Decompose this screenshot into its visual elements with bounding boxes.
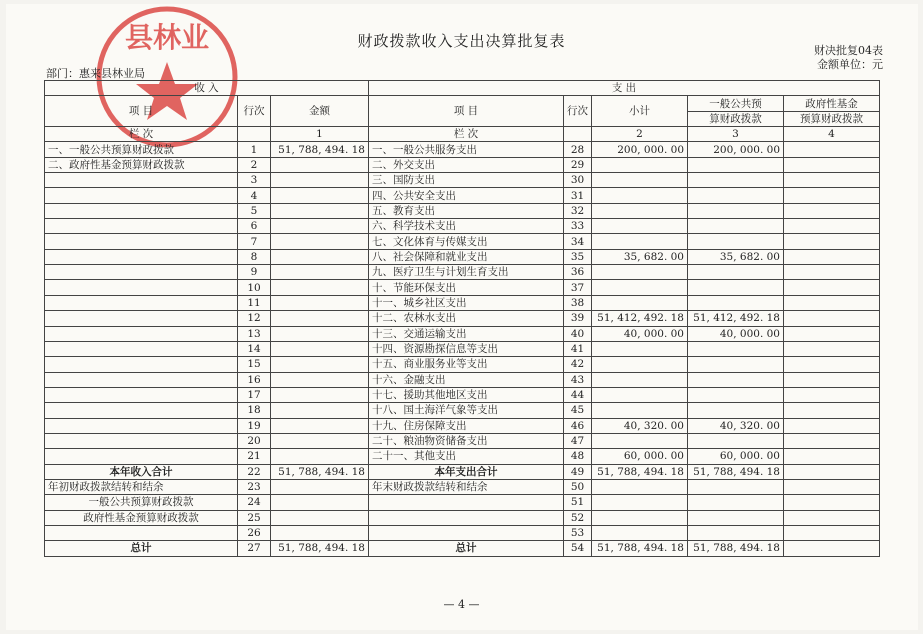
income-item-header: 项 目	[45, 96, 238, 127]
income-amount	[271, 173, 369, 188]
income-item	[45, 280, 238, 295]
table-row	[45, 188, 880, 203]
expense-line-number: 29	[564, 157, 592, 172]
government-fund-amount	[784, 525, 880, 540]
expense-subtotal	[592, 234, 688, 249]
expense-line-number: 36	[564, 265, 592, 280]
table-row	[45, 372, 880, 387]
income-amount	[271, 188, 369, 203]
income-line-number: 12	[238, 311, 271, 326]
income-amount	[271, 479, 369, 494]
page-title: 财政拨款收入支出决算批复表	[357, 32, 566, 50]
government-fund-amount	[784, 203, 880, 218]
expense-item: 五、教育支出	[369, 203, 564, 218]
expense-item: 十七、援助其他地区支出	[369, 387, 564, 402]
government-fund-amount	[784, 464, 880, 479]
income-line-number: 21	[238, 449, 271, 464]
government-fund-amount	[784, 234, 880, 249]
expense-subtotal	[592, 372, 688, 387]
expense-item: 十三、交通运输支出	[369, 326, 564, 341]
general-budget-amount	[688, 280, 784, 295]
government-fund-amount	[784, 479, 880, 494]
expense-line-number: 31	[564, 188, 592, 203]
general-budget-amount: 60, 000. 00	[688, 449, 784, 464]
income-item	[45, 418, 238, 433]
expense-line-number: 53	[564, 525, 592, 540]
expense-subtotal: 40, 320. 00	[592, 418, 688, 433]
income-item	[45, 188, 238, 203]
income-line-number: 3	[238, 173, 271, 188]
income-line-number: 15	[238, 357, 271, 372]
income-line-number: 13	[238, 326, 271, 341]
government-fund-amount	[784, 249, 880, 264]
government-fund-amount	[784, 403, 880, 418]
expense-line-number: 37	[564, 280, 592, 295]
expense-item: 十二、农林水支出	[369, 311, 564, 326]
column-blank	[238, 127, 271, 142]
income-line-number: 6	[238, 219, 271, 234]
income-line-number: 2	[238, 157, 271, 172]
expense-item	[369, 495, 564, 510]
expense-item: 本年支出合计	[369, 464, 564, 479]
column-number-4: 4	[784, 127, 880, 142]
expense-item: 十八、国土海洋气象等支出	[369, 403, 564, 418]
expense-line-number: 43	[564, 372, 592, 387]
table-row	[45, 525, 880, 540]
expense-line-number: 44	[564, 387, 592, 402]
table-row	[45, 249, 880, 264]
expense-subtotal	[592, 265, 688, 280]
government-fund-amount	[784, 372, 880, 387]
income-line-number: 18	[238, 403, 271, 418]
expense-line-number: 38	[564, 295, 592, 310]
table-row	[45, 495, 880, 510]
expense-item: 二、外交支出	[369, 157, 564, 172]
government-fund-amount	[784, 219, 880, 234]
table-row	[45, 464, 880, 479]
income-item: 政府性基金预算财政拨款	[45, 510, 238, 525]
general-budget-amount	[688, 510, 784, 525]
income-line-number: 10	[238, 280, 271, 295]
income-line-header: 行次	[238, 96, 271, 127]
income-amount	[271, 418, 369, 433]
expense-subtotal	[592, 433, 688, 448]
income-item	[45, 295, 238, 310]
expense-item: 七、文化体育与传媒支出	[369, 234, 564, 249]
income-amount	[271, 203, 369, 218]
income-amount	[271, 234, 369, 249]
expense-subtotal: 35, 682. 00	[592, 249, 688, 264]
income-amount	[271, 265, 369, 280]
income-item	[45, 403, 238, 418]
income-amount	[271, 403, 369, 418]
expense-subtotal: 51, 788, 494. 18	[592, 464, 688, 479]
expense-subtotal	[592, 188, 688, 203]
general-budget-amount	[688, 295, 784, 310]
expense-subtotal: 40, 000. 00	[592, 326, 688, 341]
expense-subtotal	[592, 341, 688, 356]
income-item	[45, 387, 238, 402]
income-item	[45, 341, 238, 356]
income-amount	[271, 280, 369, 295]
table-row	[45, 157, 880, 172]
page-number: — 4 —	[443, 598, 480, 611]
expense-subtotal	[592, 495, 688, 510]
income-item: 一般公共预算财政拨款	[45, 495, 238, 510]
income-amount	[271, 495, 369, 510]
expense-line-number: 50	[564, 479, 592, 494]
government-fund-amount	[784, 173, 880, 188]
svg-text:县林业: 县林业	[124, 21, 210, 54]
general-header-1: 一般公共预	[688, 96, 784, 111]
table-row	[45, 433, 880, 448]
income-header: 收 入	[45, 81, 369, 96]
column-number-1: 1	[271, 127, 369, 142]
expense-item: 九、医疗卫生与计划生育支出	[369, 265, 564, 280]
table-row	[45, 280, 880, 295]
expense-header: 支 出	[369, 81, 880, 96]
expense-item-header: 项 目	[369, 96, 564, 127]
income-amount	[271, 219, 369, 234]
table-row	[45, 173, 880, 188]
income-line-number: 11	[238, 295, 271, 310]
government-fund-amount	[784, 387, 880, 402]
table-row	[45, 219, 880, 234]
income-line-number: 16	[238, 372, 271, 387]
government-fund-amount	[784, 326, 880, 341]
general-budget-amount	[688, 479, 784, 494]
expense-item: 十四、资源勘探信息等支出	[369, 341, 564, 356]
expense-subtotal	[592, 280, 688, 295]
expense-subtotal	[592, 387, 688, 402]
income-amount	[271, 433, 369, 448]
expense-line-number: 28	[564, 142, 592, 157]
expense-line-number: 42	[564, 357, 592, 372]
general-budget-amount	[688, 387, 784, 402]
income-item	[45, 433, 238, 448]
general-budget-amount: 40, 320. 00	[688, 418, 784, 433]
expense-line-number: 39	[564, 311, 592, 326]
income-line-number: 5	[238, 203, 271, 218]
income-item	[45, 326, 238, 341]
expense-subtotal	[592, 510, 688, 525]
expense-subtotal	[592, 357, 688, 372]
income-amount	[271, 249, 369, 264]
income-item	[45, 449, 238, 464]
income-amount	[271, 341, 369, 356]
fund-header-1: 政府性基金	[784, 96, 880, 111]
income-line-number: 20	[238, 433, 271, 448]
expense-item	[369, 525, 564, 540]
government-fund-amount	[784, 510, 880, 525]
appropriation-table	[44, 80, 880, 557]
expense-line-header: 行次	[564, 96, 592, 127]
table-row	[45, 265, 880, 280]
expense-item: 六、科学技术支出	[369, 219, 564, 234]
income-amount	[271, 157, 369, 172]
income-line-number: 24	[238, 495, 271, 510]
income-line-number: 7	[238, 234, 271, 249]
government-fund-amount	[784, 157, 880, 172]
general-header-2: 算财政拨款	[688, 111, 784, 126]
general-budget-amount: 51, 788, 494. 18	[688, 541, 784, 556]
government-fund-amount	[784, 265, 880, 280]
income-line-number: 8	[238, 249, 271, 264]
expense-item: 四、公共安全支出	[369, 188, 564, 203]
table-row	[45, 387, 880, 402]
expense-subtotal	[592, 219, 688, 234]
table-row	[45, 403, 880, 418]
table-row	[45, 295, 880, 310]
income-item	[45, 234, 238, 249]
expense-subtotal	[592, 479, 688, 494]
income-line-number: 14	[238, 341, 271, 356]
expense-line-number: 34	[564, 234, 592, 249]
income-line-number: 9	[238, 265, 271, 280]
income-amount-header: 金额	[271, 96, 369, 127]
income-amount	[271, 387, 369, 402]
government-fund-amount	[784, 295, 880, 310]
general-budget-amount: 200, 000. 00	[688, 142, 784, 157]
fund-header-2: 预算财政拨款	[784, 111, 880, 126]
general-budget-amount	[688, 495, 784, 510]
income-item	[45, 525, 238, 540]
department-label: 部门：惠来县林业局	[46, 67, 145, 80]
general-budget-amount	[688, 188, 784, 203]
table-row	[45, 326, 880, 341]
expense-item: 十九、住房保障支出	[369, 418, 564, 433]
expense-subtotal	[592, 157, 688, 172]
general-budget-amount	[688, 433, 784, 448]
income-amount: 51, 788, 494. 18	[271, 142, 369, 157]
form-code: 财决批复04表	[814, 44, 883, 57]
expense-item: 总计	[369, 541, 564, 556]
expense-line-number: 46	[564, 418, 592, 433]
expense-line-number: 45	[564, 403, 592, 418]
government-fund-amount	[784, 495, 880, 510]
expense-subtotal	[592, 173, 688, 188]
expense-subtotal	[592, 295, 688, 310]
government-fund-amount	[784, 142, 880, 157]
general-budget-amount	[688, 372, 784, 387]
income-item: 本年收入合计	[45, 464, 238, 479]
expense-line-number: 52	[564, 510, 592, 525]
income-item: 二、政府性基金预算财政拨款	[45, 157, 238, 172]
government-fund-amount	[784, 357, 880, 372]
expense-item: 年末财政拨款结转和结余	[369, 479, 564, 494]
expense-subtotal: 51, 788, 494. 18	[592, 541, 688, 556]
general-budget-amount: 51, 788, 494. 18	[688, 464, 784, 479]
general-budget-amount: 40, 000. 00	[688, 326, 784, 341]
income-line-number: 4	[238, 188, 271, 203]
table-row	[45, 510, 880, 525]
expense-subtotal	[592, 403, 688, 418]
income-line-number: 25	[238, 510, 271, 525]
expense-line-number: 41	[564, 341, 592, 356]
expense-subtotal: 200, 000. 00	[592, 142, 688, 157]
income-line-number: 1	[238, 142, 271, 157]
expense-subtotal: 60, 000. 00	[592, 449, 688, 464]
column-number-3: 3	[688, 127, 784, 142]
government-fund-amount	[784, 541, 880, 556]
income-line-number: 26	[238, 525, 271, 540]
income-amount	[271, 449, 369, 464]
income-line-number: 17	[238, 387, 271, 402]
expense-item: 一、一般公共服务支出	[369, 142, 564, 157]
income-line-number: 22	[238, 464, 271, 479]
general-budget-amount	[688, 265, 784, 280]
income-amount: 51, 788, 494. 18	[271, 541, 369, 556]
expense-line-number: 49	[564, 464, 592, 479]
expense-item: 八、社会保障和就业支出	[369, 249, 564, 264]
general-budget-amount: 51, 412, 492. 18	[688, 311, 784, 326]
table-row	[45, 418, 880, 433]
government-fund-amount	[784, 188, 880, 203]
expense-subtotal	[592, 525, 688, 540]
income-amount	[271, 295, 369, 310]
income-line-number: 27	[238, 541, 271, 556]
general-budget-amount	[688, 234, 784, 249]
government-fund-amount	[784, 311, 880, 326]
general-budget-amount	[688, 219, 784, 234]
general-budget-amount	[688, 157, 784, 172]
expense-subtotal	[592, 203, 688, 218]
expense-line-number: 54	[564, 541, 592, 556]
expense-item: 十一、城乡社区支出	[369, 295, 564, 310]
expense-line-number: 33	[564, 219, 592, 234]
expense-line-number: 48	[564, 449, 592, 464]
income-item	[45, 357, 238, 372]
table-row	[45, 357, 880, 372]
general-budget-amount	[688, 203, 784, 218]
expense-line-number: 35	[564, 249, 592, 264]
table-row	[45, 449, 880, 464]
income-item: 总计	[45, 541, 238, 556]
general-budget-amount: 35, 682. 00	[688, 249, 784, 264]
expense-item: 十、节能环保支出	[369, 280, 564, 295]
income-item	[45, 249, 238, 264]
income-item	[45, 265, 238, 280]
expense-line-number: 47	[564, 433, 592, 448]
general-budget-amount	[688, 357, 784, 372]
government-fund-amount	[784, 433, 880, 448]
income-amount	[271, 372, 369, 387]
expense-item: 十六、金融支出	[369, 372, 564, 387]
income-amount	[271, 510, 369, 525]
table-row	[45, 541, 880, 556]
column-blank	[564, 127, 592, 142]
expense-subtotal: 51, 412, 492. 18	[592, 311, 688, 326]
column-label-expense: 栏 次	[369, 127, 564, 142]
government-fund-amount	[784, 280, 880, 295]
government-fund-amount	[784, 341, 880, 356]
income-item	[45, 311, 238, 326]
income-item	[45, 203, 238, 218]
subtotal-header: 小计	[592, 96, 688, 127]
income-line-number: 19	[238, 418, 271, 433]
income-item	[45, 173, 238, 188]
expense-item: 三、国防支出	[369, 173, 564, 188]
expense-item: 十五、商业服务业等支出	[369, 357, 564, 372]
income-amount	[271, 357, 369, 372]
expense-line-number: 32	[564, 203, 592, 218]
table-row	[45, 479, 880, 494]
general-budget-amount	[688, 525, 784, 540]
income-line-number: 23	[238, 479, 271, 494]
general-budget-amount	[688, 403, 784, 418]
income-amount	[271, 525, 369, 540]
expense-item: 二十、粮油物资储备支出	[369, 433, 564, 448]
expense-line-number: 30	[564, 173, 592, 188]
income-amount	[271, 326, 369, 341]
table-row	[45, 203, 880, 218]
expense-line-number: 51	[564, 495, 592, 510]
table-row	[45, 311, 880, 326]
government-fund-amount	[784, 418, 880, 433]
table-row	[45, 142, 880, 157]
expense-item: 二十一、其他支出	[369, 449, 564, 464]
expense-line-number: 40	[564, 326, 592, 341]
general-budget-amount	[688, 341, 784, 356]
column-label-income: 栏 次	[45, 127, 238, 142]
form-number	[814, 44, 883, 72]
income-item: 一、一般公共预算财政拨款	[45, 142, 238, 157]
amount-unit: 金额单位：元	[817, 58, 883, 71]
column-number-2: 2	[592, 127, 688, 142]
general-budget-amount	[688, 173, 784, 188]
government-fund-amount	[784, 449, 880, 464]
income-amount: 51, 788, 494. 18	[271, 464, 369, 479]
income-item	[45, 372, 238, 387]
income-item: 年初财政拨款结转和结余	[45, 479, 238, 494]
expense-item	[369, 510, 564, 525]
income-amount	[271, 311, 369, 326]
table-row	[45, 234, 880, 249]
income-item	[45, 219, 238, 234]
table-row	[45, 341, 880, 356]
